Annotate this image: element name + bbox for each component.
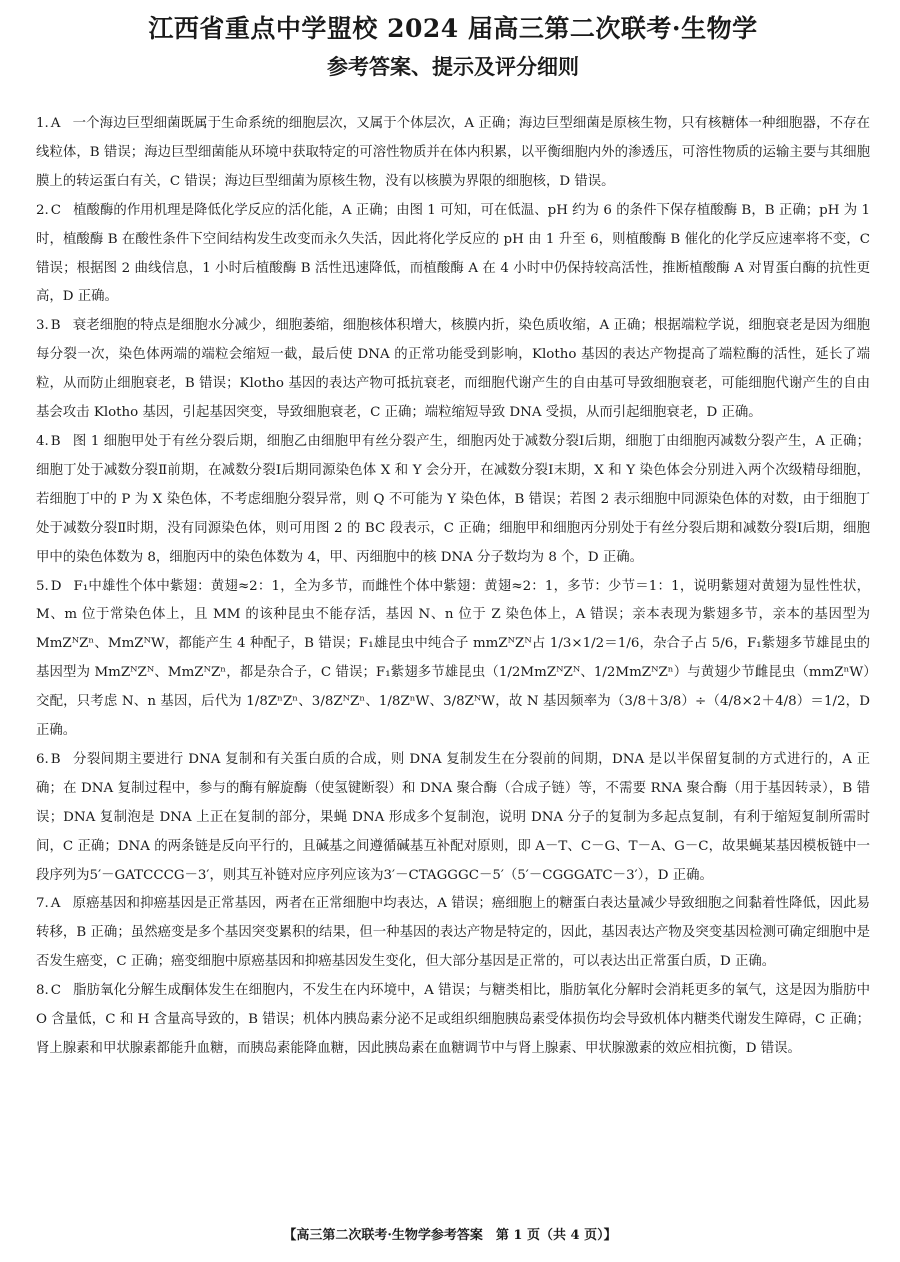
answer-number: 2. [36,202,49,218]
answer-list [36,110,870,1064]
answer-item-4 [36,428,870,573]
answer-choice: C [50,983,62,999]
answer-explanation: F₁中雄性个体中紫翅：黄翅≈2：1，全为多节，而雌性个体中紫翅：黄翅≈2：1，多节：少节＝1：1，说明紫翅对黄翅为显性性状，M、m 位于常染色体上，且 MM 的该种昆虫不能存活，基因 N、n 位于 Z 染色体上，A 错误；亲本表现为紫翅多节，亲本的基因型为 MmZᴺZⁿ、MmZᴺW，都能产生 4 种配子，B 错误；F₁雄昆虫中纯合子 mmZᴺZᴺ占 1/3×1/2＝1/6，杂合子占 5/6，F₁紫翅多节雄昆虫的基因型为 MmZᴺZᴺ、MmZᴺZⁿ，都是杂合子，C 错误；F₁紫翅多节雄昆虫（1/2MmZᴺZᴺ、1/2MmZᴺZⁿ）与黄翅少节雌昆虫（mmZⁿW）交配，只考虑 N、n 基因，后代为 1/8ZⁿZⁿ、3/8ZᴺZⁿ、1/8ZⁿW、3/8ZᴺW，故 N 基因频率为（3/8＋3/8）÷（4/8×2＋4/8）＝1/2，D 正确。 [36,578,870,739]
answer-explanation: 分裂间期主要进行 DNA 复制和有关蛋白质的合成，则 DNA 复制发生在分裂前的间期，DNA 是以半保留复制的方式进行的，A 正确；在 DNA 复制过程中，参与的酶有解旋酶（使氢键断裂）和 DNA 聚合酶（合成子链）等，不需要 RNA 聚合酶（用于基因转录），B 错误；DNA 复制泡是 DNA 上正在复制的部分，果蝇 DNA 形成多个复制泡，说明 DNA 分子的复制为多起点复制，有利于缩短复制所需时间，C 正确；DNA 的两条链是反向平行的，且碱基之间遵循碱基互补配对原则，即 A－T、C－G、T－A、G－C，故果蝇某基因模板链中一段序列为5′－GATCCCG－3′，则其互补链对应序列应该为3′－CTAGGGC－5′（5′－CGGGATC－3′），D 正确。 [36,751,870,883]
answer-item-1 [36,110,870,197]
answer-explanation: 衰老细胞的特点是细胞水分减少，细胞萎缩，细胞核体积增大，核膜内折，染色质收缩，A 正确；根据端粒学说，细胞衰老是因为细胞每分裂一次，染色体两端的端粒会缩短一截，最后使 DNA 的正常功能受到影响，Klotho 基因的表达产物提高了端粒酶的活性，延长了端粒，从而防止细胞衰老，B 错误；Klotho 基因的表达产物可抵抗衰老，而细胞代谢产生的自由基可导致细胞衰老，可能细胞代谢产生的自由基会攻击 Klotho 基因，引起基因突变，导致细胞衰老，C 正确；端粒缩短导致 DNA 受损，从而引起细胞衰老，D 正确。 [36,318,870,421]
document-title: 江西省重点中学盟校 2024 届高三第二次联考·生物学 [148,14,758,43]
answer-explanation: 植酸酶的作用机理是降低化学反应的活化能，A 正确；由图 1 可知，可在低温、pH 约为 6 的条件下保存植酸酶 B，B 正确；pH 为 1 时，植酸酶 B 在酸性条件下空间结构发生改变而永久失活，因此将化学反应的 pH 由 1 升至 6，则植酸酶 B 催化的化学反应速率将不变，C 错误；根据图 2 曲线信息，1 小时后植酸酶 B 活性迅速降低，而植酸酶 A 在 4 小时中仍保持较高活性，推断植酸酶 A 对胃蛋白酶的抗性更高，D 正确。 [36,202,870,305]
answer-explanation: 图 1 细胞甲处于有丝分裂后期，细胞乙由细胞甲有丝分裂产生，细胞丙处于减数分裂Ⅰ后期，细胞丁由细胞丙减数分裂产生，A 正确；细胞丁处于减数分裂Ⅱ前期，在减数分裂Ⅰ后期同源染色体 X 和 Y 会分开，在减数分裂Ⅰ末期，X 和 Y 染色体会分别进入两个次级精母细胞，若细胞丁中的 P 为 X 染色体，不考虑细胞分裂异常，则 Q 不可能为 Y 染色体，B 错误；若图 2 表示细胞中同源染色体的对数，由于细胞丁处于减数分裂Ⅱ时期，没有同源染色体，则可用图 2 的 BC 段表示，C 正确；细胞甲和细胞丙分别处于有丝分裂后期和减数分裂Ⅰ后期，细胞甲中的染色体数为 8，细胞丙中的染色体数为 4，甲、丙细胞中的核 DNA 分子数均为 8 个，D 正确。 [36,433,870,565]
answer-number: 7. [36,896,49,912]
answer-item-6 [36,746,870,891]
page-footer: 【高三第二次联考·生物学参考答案 第 1 页（共 4 页）】 [283,1228,617,1243]
answer-number: 4. [36,433,49,449]
answer-explanation: 原癌基因和抑癌基因是正常基因，两者在正常细胞中均表达，A 错误；癌细胞上的糖蛋白表达量减少导致细胞之间黏着性降低，因此易转移，B 正确；虽然癌变是多个基因突变累积的结果，但一种基因的表达产物是特定的，因此，基因表达产物及突变基因检测可确定细胞中是否发生癌变，C 正确；癌变细胞中原癌基因和抑癌基因发生变化，但大部分基因是正常的，可以表达出正常蛋白质，D 正确。 [36,896,870,970]
answer-number: 3. [36,318,49,334]
answer-choice: D [50,578,62,594]
answer-number: 8. [36,983,49,999]
answer-item-7 [36,890,870,977]
answer-choice: B [50,433,61,449]
answer-item-5 [36,573,870,746]
answer-item-2 [36,197,870,313]
answer-number: 5. [36,578,49,594]
answer-number: 6. [36,751,49,767]
answer-explanation: 一个海边巨型细菌既属于生命系统的细胞层次，又属于个体层次，A 正确；海边巨型细菌是原核生物，只有核糖体一种细胞器，不存在线粒体，B 错误；海边巨型细菌能从环境中获取特定的可溶性物质并在体内积累，以平衡细胞内外的渗透压，可溶性物质的运输主要与其细胞膜上的转运蛋白有关，C 错误；海边巨型细菌为原核生物，没有以核膜为界限的细胞核，D 错误。 [36,116,870,189]
answer-choice: A [50,116,61,131]
answer-choice: B [50,751,61,767]
answer-number: 1. [36,116,49,131]
answer-item-3 [36,312,870,428]
answer-explanation: 脂肪氧化分解生成酮体发生在细胞内，不发生在内环境中，A 错误；与糖类相比，脂肪氧化分解时会消耗更多的氧气，这是因为脂肪中 O 含量低，C 和 H 含量高导致的，B 错误；机体内胰岛素分泌不足或组织细胞胰岛素受体损伤均会导致机体内糖类代谢发生障碍，C 正确；肾上腺素和甲状腺素都能升血糖，而胰岛素能降血糖，因此胰岛素在血糖调节中与肾上腺素、甲状腺激素的效应相抗衡，D 错误。 [36,983,870,1056]
answer-choice: B [50,318,61,334]
answer-choice: C [50,202,62,218]
answer-item-8 [36,977,870,1064]
answer-choice: A [50,896,61,912]
document-subtitle: 参考答案、提示及评分细则 [327,54,579,79]
